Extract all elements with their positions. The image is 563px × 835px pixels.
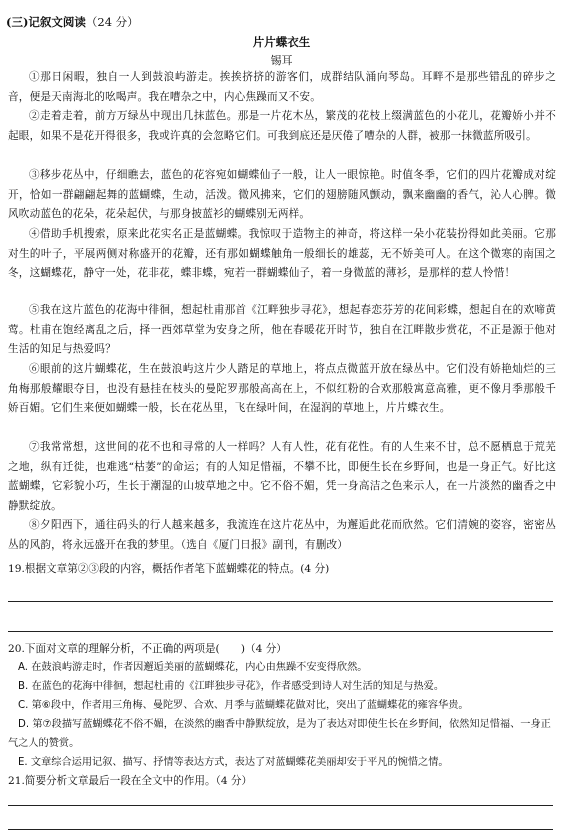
paragraph-1: ①那日闲暇，独自一人到鼓浪屿游走。挨挨挤挤的游客们，成群结队涌向琴岛。耳畔不是那些错乱的碎步之音，便是天南海北的吆喝声。我在嘈杂之中，内心焦躁而又不安。 <box>8 71 556 103</box>
section-heading <box>6 14 139 30</box>
option-a: A. 在鼓浪屿游走时，作者因邂逅美丽的蓝蝴蝶花，内心由焦躁不安变得欣然。 <box>18 662 368 673</box>
paragraph-4: ④借助手机搜索，原来此花实名正是蓝蝴蝶。我惊叹于造物主的神奇，将这样一朵小花装扮得如此美丽。它那对生的叶子，平展两侧对称盛开的花瓣，还有那如蝴蝶触角一般细长的雄蕊，无不娇美可人。在这个微寒的南国之冬，这蝴蝶花，静守一处，花非花，蝶非蝶，宛若一群蝴蝶仙子，着一身微蓝的薄衫，是那样的惹人怜惜！ <box>8 228 556 280</box>
answer-line-19b[interactable] <box>8 631 553 632</box>
section-label: (三)记叙文阅读 <box>6 15 86 29</box>
paragraph-3: ③移步花丛中，仔细瞧去，蓝色的花容宛如蝴蝶仙子一般，让人一眼惊艳。时值冬季，它们的四片花瓣成对绽开，恰如一群翩翩起舞的蓝蝴蝶，生动，活泼。微风拂来，它们的翅膀随风颤动，飘来幽幽的香气，沁人心脾。微风吹动蓝色的花朵，花朵起伏，与那身披蓝衫的蝴蝶别无两样。 <box>8 169 556 221</box>
paragraph-5: ⑤我在这片蓝色的花海中徘徊，想起杜甫那首《江畔独步寻花》，想起春恋芬芳的花间彩蝶，想起自在的欢啼黄莺。杜甫在饱经离乱之后，择一西郊草堂为安身之所，他在春暖花开时节，独自在江畔散步赏花，不正是源于他对生活的知足与热爱吗？ <box>8 304 556 356</box>
question-20: 20.下面对文章的理解分析，不正确的两项是( )（4 分） <box>8 643 287 655</box>
section-points: （24 分） <box>85 15 139 29</box>
question-19: 19.根据文章第②③段的内容，概括作者笔下蓝蝴蝶花的特点。(4 分) <box>8 563 330 575</box>
option-c: C. 第⑥段中，作者用三角梅、曼陀罗、合欢、月季与蓝蝴蝶花做对比，突出了蓝蝴蝶花的雍容华贵。 <box>18 700 469 711</box>
paragraph-6: ⑥眼前的这片蝴蝶花，生在鼓浪屿这片少人踏足的草地上，将点点微蓝开放在绿丛中。它们没有娇艳灿烂的三角梅那般耀眼夺目，也没有悬挂在枝头的曼陀罗那般高高在上，不似红粉的合欢那般寓意高雅，更不像月季那般千娇百媚。它们生来便如蝴蝶一般，长在花丛里，飞在绿叶间，在湿润的草地上，片片蝶衣生。 <box>8 363 556 415</box>
paragraph-2: ②走着走着，前方万绿丛中现出几抹蓝色。那是一片花木丛，繁茂的花枝上缀满蓝色的小花儿，花瓣娇小并不起眼，如果不是花开得很多，我或许真的会忽略它们。可我到底还是厌倦了嘈杂的人群，被那一抹微蓝所吸引。 <box>8 110 556 142</box>
answer-line-19a[interactable] <box>8 601 553 602</box>
option-b: B. 在蓝色的花海中徘徊，想起杜甫的《江畔独步寻花》，作者感受到诗人对生活的知足与热爱。 <box>18 681 445 692</box>
answer-line-21a[interactable] <box>8 805 553 806</box>
article-title: 片片蝶衣生 <box>252 35 311 49</box>
paragraph-7: ⑦我常常想，这世间的花不也和寻常的人一样吗？人有人性，花有花性。有的人生来不甘，总不愿栖息于荒芜之地，纵有迁徙，也难逃“枯萎”的命运；有的人知足惜福，不攀不比，即便生长在乡野间，也是一身正气。好比这蓝蝴蝶，它彩貌小巧，生长于潮湿的山坡草地之中。它不俗不媚，凭一身高洁之色来示人，在一片淡然的幽香之中静默绽放。 <box>8 441 556 512</box>
question-21: 21.简要分析文章最后一段在全文中的作用。（4 分） <box>8 775 253 787</box>
answer-line-21b[interactable] <box>8 829 553 830</box>
paragraph-8: ⑧夕阳西下，通往码头的行人越来越多，我流连在这片花丛中，为邂逅此花而欣然。它们清婉的姿容，密密丛丛的风韵，将永远盛开在我的梦里。（选自《厦门日报》副刊，有删改） <box>8 519 556 551</box>
article-author: 锡耳 <box>270 54 293 67</box>
option-e: E. 文章综合运用记叙、描写、抒情等表达方式，表达了对蓝蝴蝶花美丽却安于平凡的惋惜之情。 <box>18 757 449 768</box>
option-d: D. 第⑦段描写蓝蝴蝶花不俗不媚，在淡然的幽香中静默绽放，是为了表达对即使生长在乡野间，依然知足惜福、一身正气之人的赞赏。 <box>8 719 551 749</box>
